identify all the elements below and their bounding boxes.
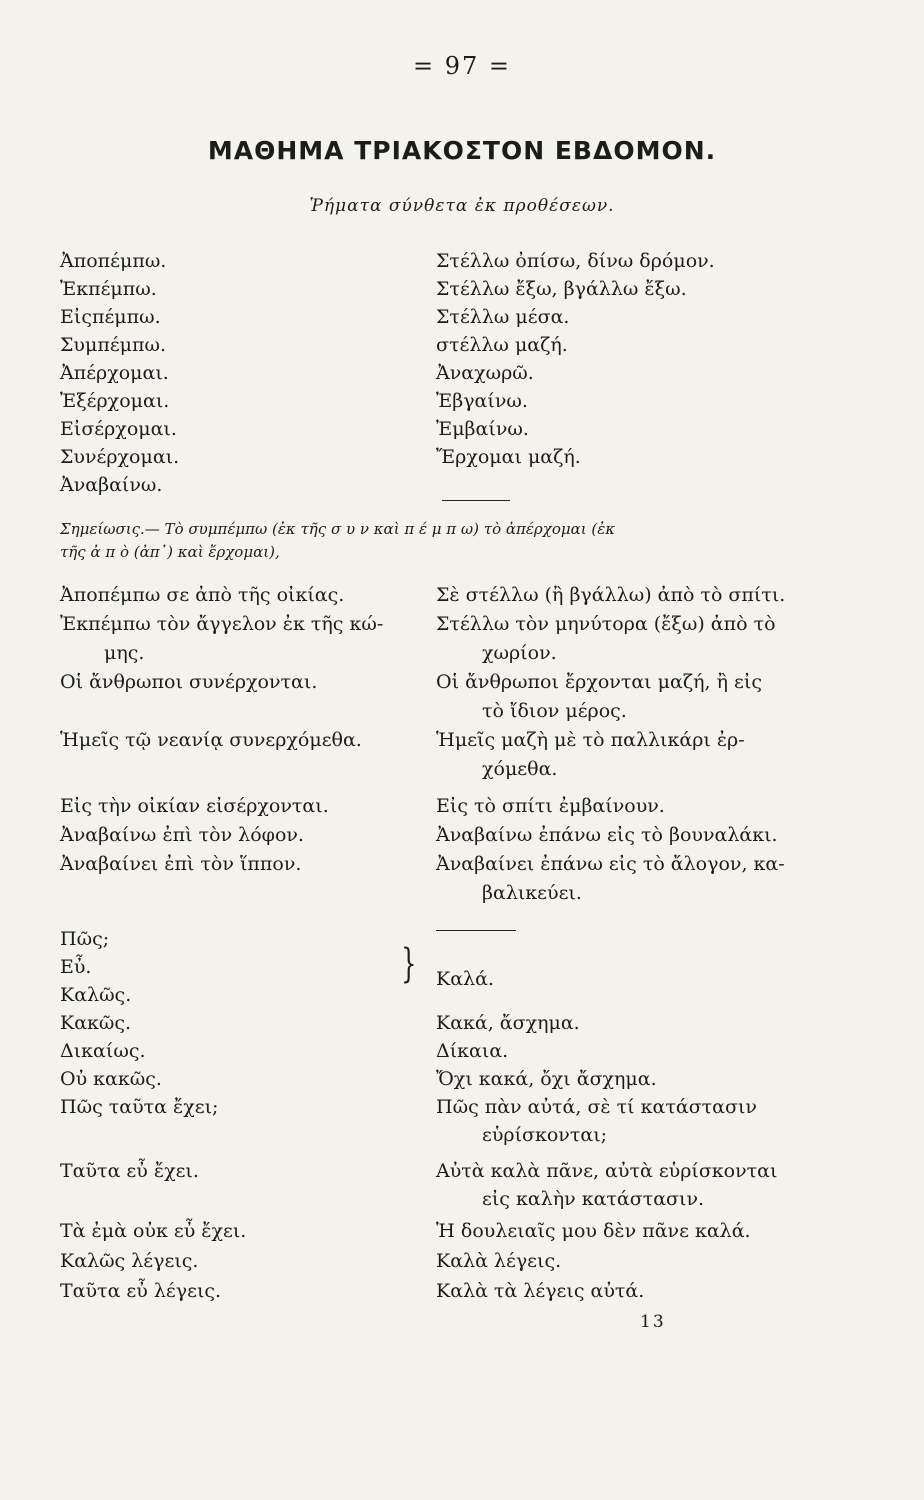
- dialogue-ancient: Καλῶς.: [60, 984, 132, 1006]
- lesson-subtitle: Ῥήματα σύνθετα ἐκ προθέσεων.: [309, 196, 615, 216]
- verb-modern: Ἔρχομαι μαζή.: [436, 446, 581, 468]
- example-modern: Ἀναβαίνω ἐπάνω εἰς τὸ βουναλάκι.: [436, 824, 778, 846]
- example-modern-continued: χόμεθα.: [482, 758, 558, 780]
- verb-ancient: Ἐκπέμπω.: [60, 278, 157, 300]
- dialogue-modern: Ὄχι κακά, ὄχι ἄσχημα.: [436, 1068, 657, 1090]
- note-line: τῆς ἀ π ὸ (ἀπ᾽) καὶ ἔρχομαι),: [60, 543, 280, 561]
- example-ancient: Ἀναβαίνει ἐπὶ τὸν ἵππον.: [60, 853, 302, 875]
- verb-ancient: Ἀναβαίνω.: [60, 474, 163, 496]
- example-ancient: Ἀποπέμπω σε ἀπὸ τῆς οἰκίας.: [60, 584, 345, 606]
- example-ancient: Ἀναβαίνω ἐπὶ τὸν λόφον.: [60, 824, 304, 846]
- example-ancient: Ἐκπέμπω τὸν ἄγγελον ἐκ τῆς κώ-: [60, 613, 384, 635]
- dialogue-ancient: Κακῶς.: [60, 1012, 132, 1034]
- verb-ancient: Ἀπέρχομαι.: [60, 362, 169, 384]
- dialogue-modern: Αὐτὰ καλὰ πᾶνε, αὐτὰ εὑρίσκονται: [436, 1160, 778, 1182]
- verb-modern: Στέλλω ἔξω, βγάλλω ἔξω.: [436, 278, 687, 300]
- verb-ancient: Ἀποπέμπω.: [60, 250, 167, 272]
- example-modern: Ἡμεῖς μαζὴ μὲ τὸ παλλικάρι ἐρ-: [436, 729, 745, 751]
- dialogue-ancient: Ταῦτα εὖ ἔχει.: [60, 1160, 199, 1182]
- verb-modern: Ἀναχωρῶ.: [436, 362, 534, 384]
- example-modern: Οἱ ἄνθρωποι ἔρχονται μαζή, ἢ εἰς: [436, 671, 762, 693]
- page-number: = 97 =: [412, 52, 511, 80]
- example-modern: Ἀναβαίνει ἐπάνω εἰς τὸ ἄλογον, κα-: [436, 853, 785, 875]
- dialogue-modern: Καλὰ τὰ λέγεις αὐτά.: [436, 1280, 645, 1302]
- verb-ancient: Εἰςπέμπω.: [60, 306, 161, 328]
- example-ancient: Ἡμεῖς τῷ νεανίᾳ συνερχόμεθα.: [60, 729, 362, 751]
- dialogue-ancient: Εὖ.: [60, 956, 92, 978]
- dialogue-modern-continued: εὑρίσκονται;: [482, 1124, 608, 1146]
- dialogue-modern-continued: εἰς καλὴν κατάστασιν.: [482, 1188, 705, 1210]
- dialogue-ancient: Πῶς;: [60, 928, 110, 950]
- example-modern: Σὲ στέλλω (ἢ βγάλλω) ἀπὸ τὸ σπίτι.: [436, 584, 786, 606]
- verb-ancient: Ἐξέρχομαι.: [60, 390, 170, 412]
- verb-modern: στέλλω μαζή.: [436, 334, 568, 356]
- dialogue-modern: Καλά.: [436, 968, 494, 990]
- example-modern: Στέλλω τὸν μηνύτορα (ἔξω) ἀπὸ τὸ: [436, 613, 776, 635]
- verb-modern: Στέλλω μέσα.: [436, 306, 570, 328]
- dialogue-ancient: Οὐ κακῶς.: [60, 1068, 162, 1090]
- note-line: Σημείωσις.— Τὸ συμπέμπω (ἐκ τῆς σ υ ν καὶ π έ μ π ω) τὸ ἀπέρχομαι (ἐκ: [60, 520, 616, 538]
- dialogue-modern: Καλὰ λέγεις.: [436, 1250, 562, 1272]
- dialogue-modern: Πῶς πὰν αὐτά, σὲ τί κατάστασιν: [436, 1096, 757, 1118]
- dialogue-modern: Ἡ δουλειαῖς μου δὲν πᾶνε καλά.: [436, 1220, 751, 1242]
- example-modern-continued: βαλικεύει.: [482, 882, 582, 904]
- example-modern-continued: τὸ ἴδιον μέρος.: [482, 700, 627, 722]
- signature-mark: 13: [640, 1312, 666, 1332]
- divider: [436, 930, 516, 931]
- dialogue-modern: Δίκαια.: [436, 1040, 509, 1062]
- dialogue-ancient: Καλῶς λέγεις.: [60, 1250, 199, 1272]
- verb-ancient: Συνέρχομαι.: [60, 446, 180, 468]
- verb-modern: Ἐβγαίνω.: [436, 390, 528, 412]
- example-ancient: Οἱ ἄνθρωποι συνέρχονται.: [60, 671, 318, 693]
- dialogue-ancient: Ταῦτα εὖ λέγεις.: [60, 1280, 222, 1302]
- dialogue-ancient: Δικαίως.: [60, 1040, 146, 1062]
- example-ancient-continued: μης.: [104, 642, 145, 664]
- verb-modern: Στέλλω ὀπίσω, δίνω δρόμον.: [436, 250, 715, 272]
- verb-ancient: Εἰσέρχομαι.: [60, 418, 177, 440]
- brace: }: [401, 941, 417, 987]
- dialogue-ancient: Πῶς ταῦτα ἔχει;: [60, 1096, 219, 1118]
- verb-ancient: Συμπέμπω.: [60, 334, 167, 356]
- divider: [442, 500, 510, 501]
- verb-modern: Ἐμβαίνω.: [436, 418, 529, 440]
- dialogue-ancient: Τὰ ἐμὰ οὐκ εὖ ἔχει.: [60, 1220, 247, 1242]
- example-ancient: Εἰς τὴν οἰκίαν εἰσέρχονται.: [60, 795, 329, 817]
- lesson-title: ΜΑΘΗΜΑ ΤΡΙΑΚΟΣΤΟΝ ΕΒΔΟΜΟΝ.: [207, 136, 717, 165]
- example-modern-continued: χωρίον.: [482, 642, 557, 664]
- example-modern: Εἰς τὸ σπίτι ἐμβαίνουν.: [436, 795, 665, 817]
- dialogue-modern: Κακά, ἄσχημα.: [436, 1012, 580, 1034]
